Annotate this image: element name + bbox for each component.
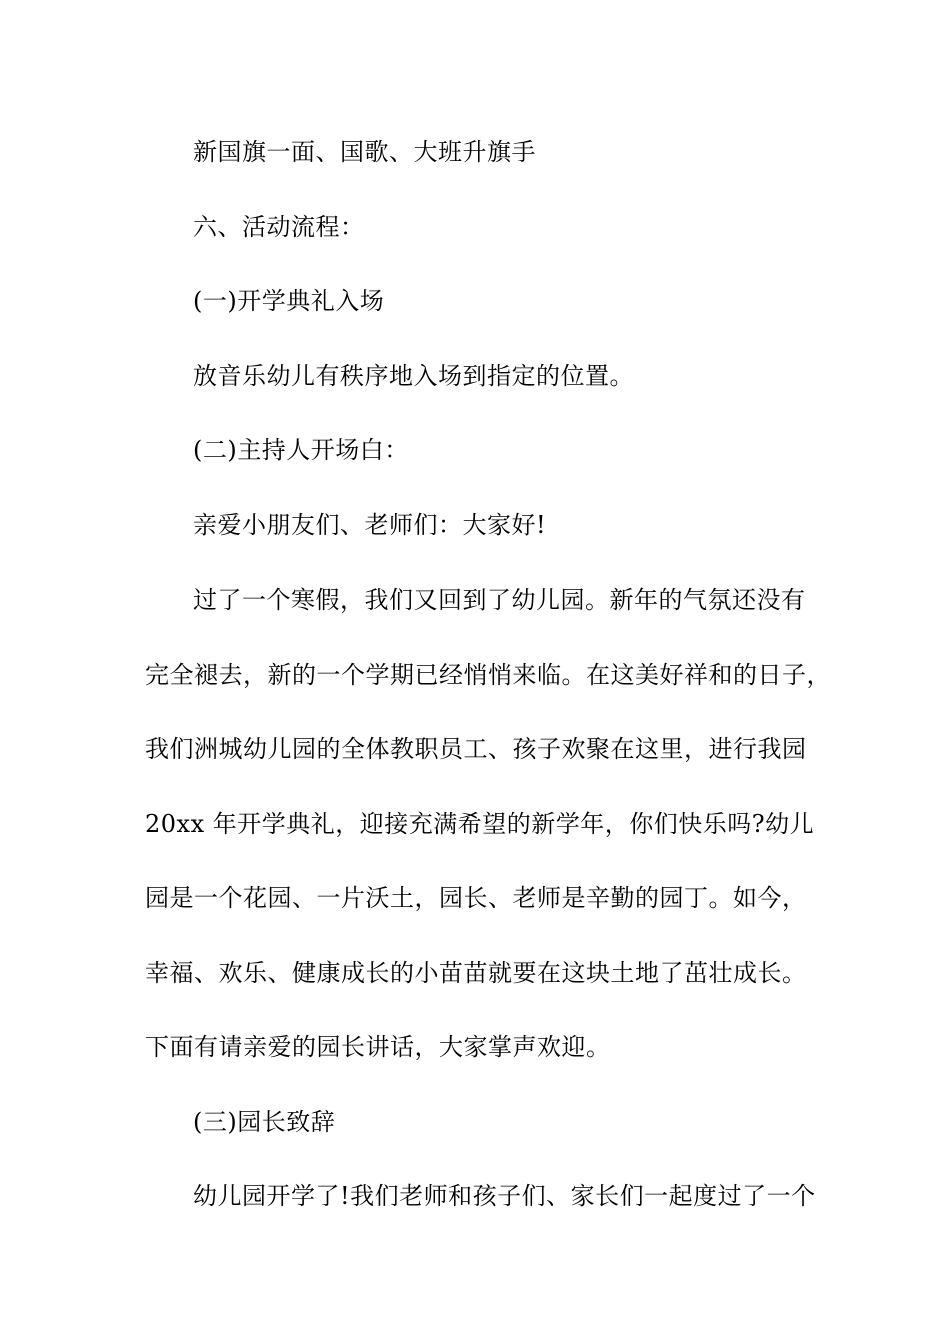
paragraph-line: 20xx 年开学典礼，迎接充满希望的新学年，你们快乐吗?幼儿	[145, 810, 815, 838]
paragraph-line: 下面有请亲爱的园长讲话，大家掌声欢迎。	[145, 1033, 611, 1061]
paragraph-line: 园是一个花园、一片沃土，园长、老师是辛勤的园丁。如今，	[145, 884, 807, 912]
paragraph-line: 我们洲城幼儿园的全体教职员工、孩子欢聚在这里，进行我园	[145, 735, 807, 763]
section-heading: 六、活动流程：	[193, 213, 365, 241]
subsection-heading: (一)开学典礼入场	[193, 287, 385, 315]
paragraph-line: 幼儿园开学了!我们老师和孩子们、家长们一起度过了一个	[193, 1182, 816, 1210]
paragraph-line: 亲爱小朋友们、老师们：大家好!	[193, 511, 547, 539]
paragraph-line: 新国旗一面、国歌、大班升旗手	[193, 138, 536, 166]
subsection-heading: (二)主持人开场白：	[193, 436, 409, 464]
subsection-heading: (三)园长致辞	[193, 1108, 336, 1136]
paragraph-line: 过了一个寒假，我们又回到了幼儿园。新年的气氛还没有	[193, 586, 806, 614]
paragraph-line: 幸福、欢乐、健康成长的小苗苗就要在这块土地了茁壮成长。	[145, 959, 807, 987]
paragraph-line: 放音乐幼儿有秩序地入场到指定的位置。	[193, 362, 634, 390]
paragraph-line: 完全褪去，新的一个学期已经悄悄来临。在这美好祥和的日子，	[145, 661, 831, 689]
